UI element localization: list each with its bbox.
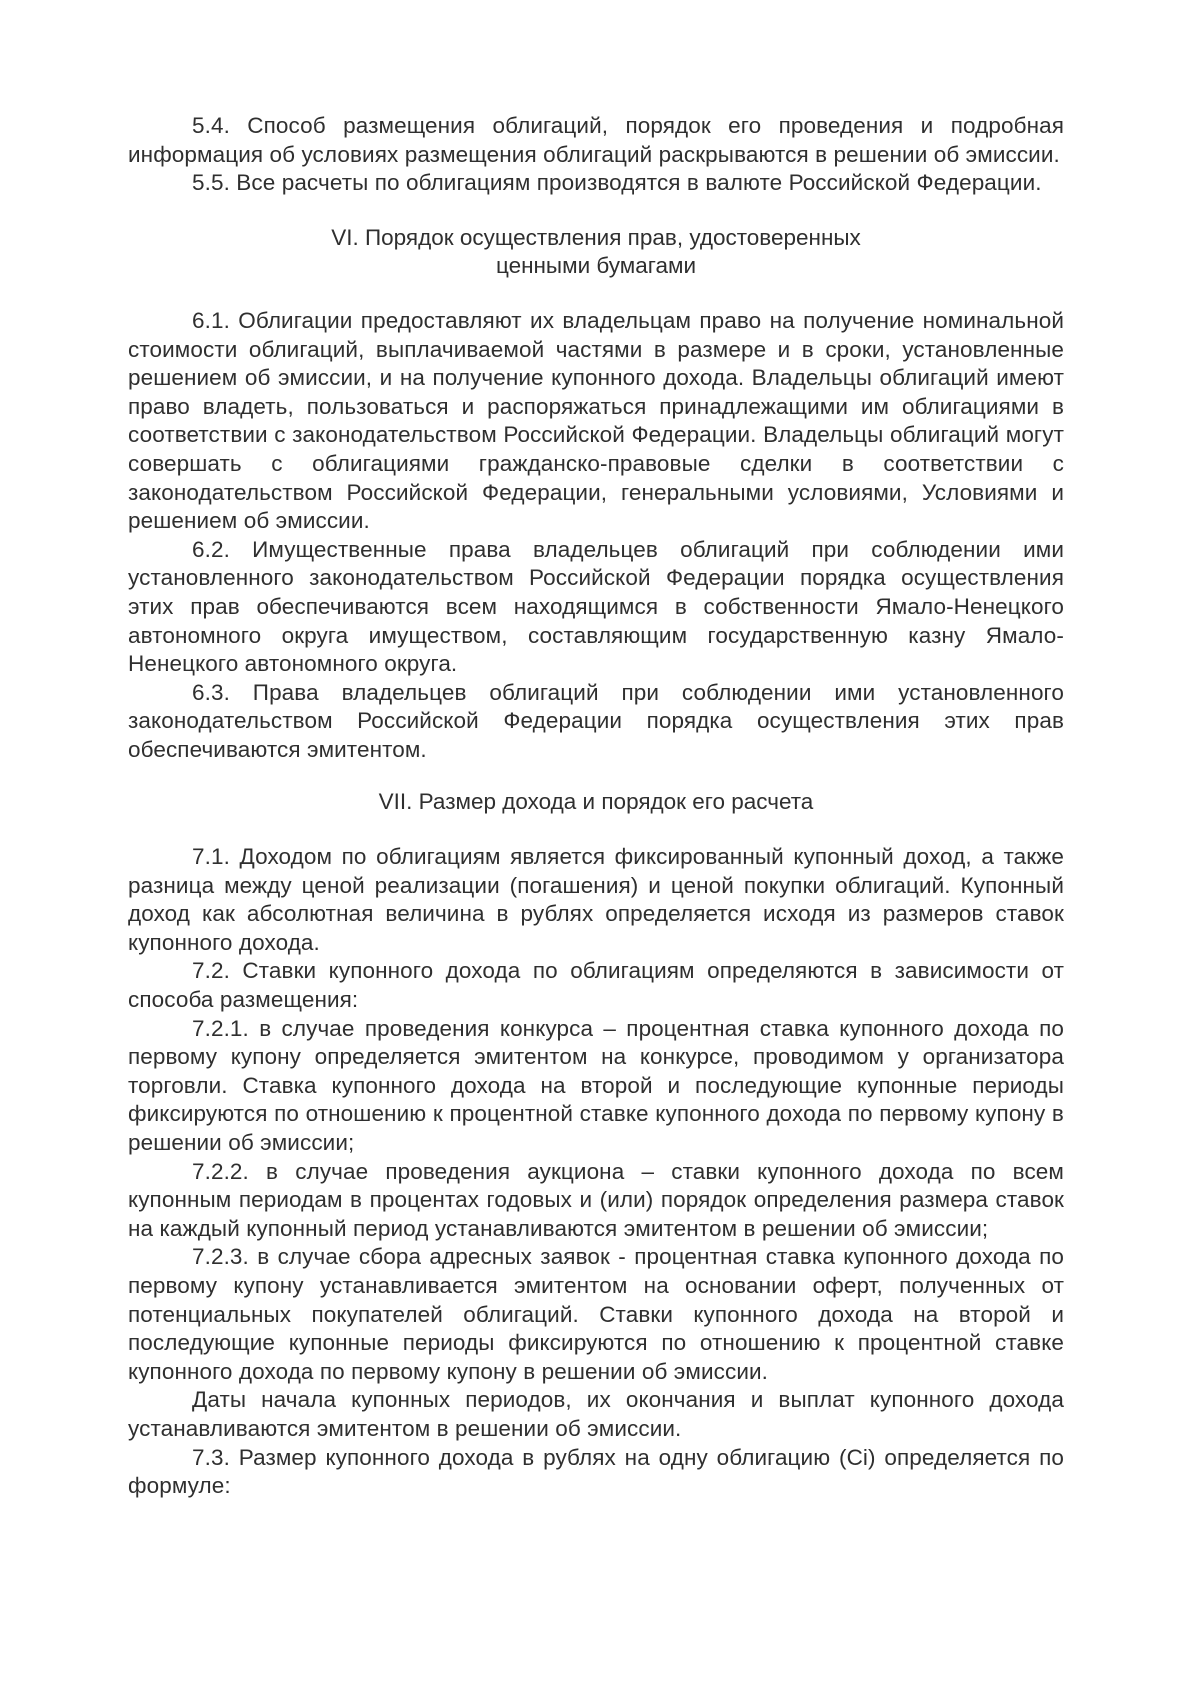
paragraph-6-3: 6.3. Права владельцев облигаций при соблюдении ими установленного законодательством Российской Федерации порядка осуществления этих прав обеспечиваются эмитентом. [128,679,1064,762]
paragraph-7-1: 7.1. Доходом по облигациям является фиксированный купонный доход, а также разница между ценой реализации (погашения) и ценой покупки облигаций. Купонный доход как абсолютная величина в рублях определяется исходя из размеров ставок купонного дохода. [128,844,1064,955]
paragraph-7-2-1: 7.2.1. в случае проведения конкурса – процентная ставка купонного дохода по первому купону определяется эмитентом на конкурсе, проводимом у организатора торговли. Ставка купонного дохода на второй и последующие купонные периоды фиксируются по отношению к процентной ставке купонного дохода по первому купону в решении об эмиссии; [128,1015,1064,1155]
section-6-heading [128,224,1064,281]
document-body [128,112,1064,1501]
paragraph-6-1: 6.1. Облигации предоставляют их владельцам право на получение номинальной стоимости облигаций, выплачиваемой частями в размере и в сроки, установленные решением об эмиссии, и на получение купонного дохода. Владельцы облигаций имеют право владеть, пользоваться и распоряжаться принадлежащими им облигациями в соответствии с законодательством Российской Федерации. Владельцы облигаций могут совершать с облигациями гражданско-правовые сделки в соответствии с законодательством Российской Федерации, генеральными условиями, Условиями и решением об эмиссии. [128,307,1064,534]
paragraph-coupon-dates: Даты начала купонных периодов, их окончания и выплат купонного дохода устанавливаются эмитентом в решении об эмиссии. [128,1387,1064,1441]
paragraph-5-5: 5.5. Все расчеты по облигациям производятся в валюте Российской Федерации. [192,170,1042,196]
section-6-heading-line2: ценными бумагами [495,253,697,279]
section-6-heading-line1: VI. Порядок осуществления прав, удостоверенных [331,224,861,250]
paragraph-5-4: 5.4. Способ размещения облигаций, порядок его проведения и подробная информация об условиях размещения облигаций раскрываются в решении об эмиссии. [128,113,1064,167]
paragraph-7-2-3: 7.2.3. в случае сбора адресных заявок - процентная ставка купонного дохода по первому купону устанавливается эмитентом на основании оферт, полученных от потенциальных покупателей облигаций. Ставки купонного дохода на второй и последующие купонные периоды фиксируются по отношению к процентной ставке купонного дохода по первому купону в решении об эмиссии. [128,1244,1064,1384]
paragraph-7-2: 7.2. Ставки купонного дохода по облигациям определяются в зависимости от способа размещения: [128,958,1064,1013]
paragraph-7-3: 7.3. Размер купонного дохода в рублях на одну облигацию (Ci) определяется по формуле: [128,1444,1064,1499]
paragraph-6-2: 6.2. Имущественные права владельцев облигаций при соблюдении ими установленного законодательством Российской Федерации порядка осуществления этих прав обеспечиваются всем находящимся в собственности Ямало-Ненецкого автономного округа имуществом, составляющим государственную казну Ямало-Ненецкого автономного округа. [128,536,1064,677]
paragraph-7-2-2: 7.2.2. в случае проведения аукциона – ставки купонного дохода по всем купонным периодам в процентах годовых и (или) порядок определения размера ставок на каждый купонный период устанавливаются эмитентом в решении об эмиссии; [128,1158,1064,1241]
section-7-heading: VII. Размер дохода и порядок его расчета [378,789,814,815]
